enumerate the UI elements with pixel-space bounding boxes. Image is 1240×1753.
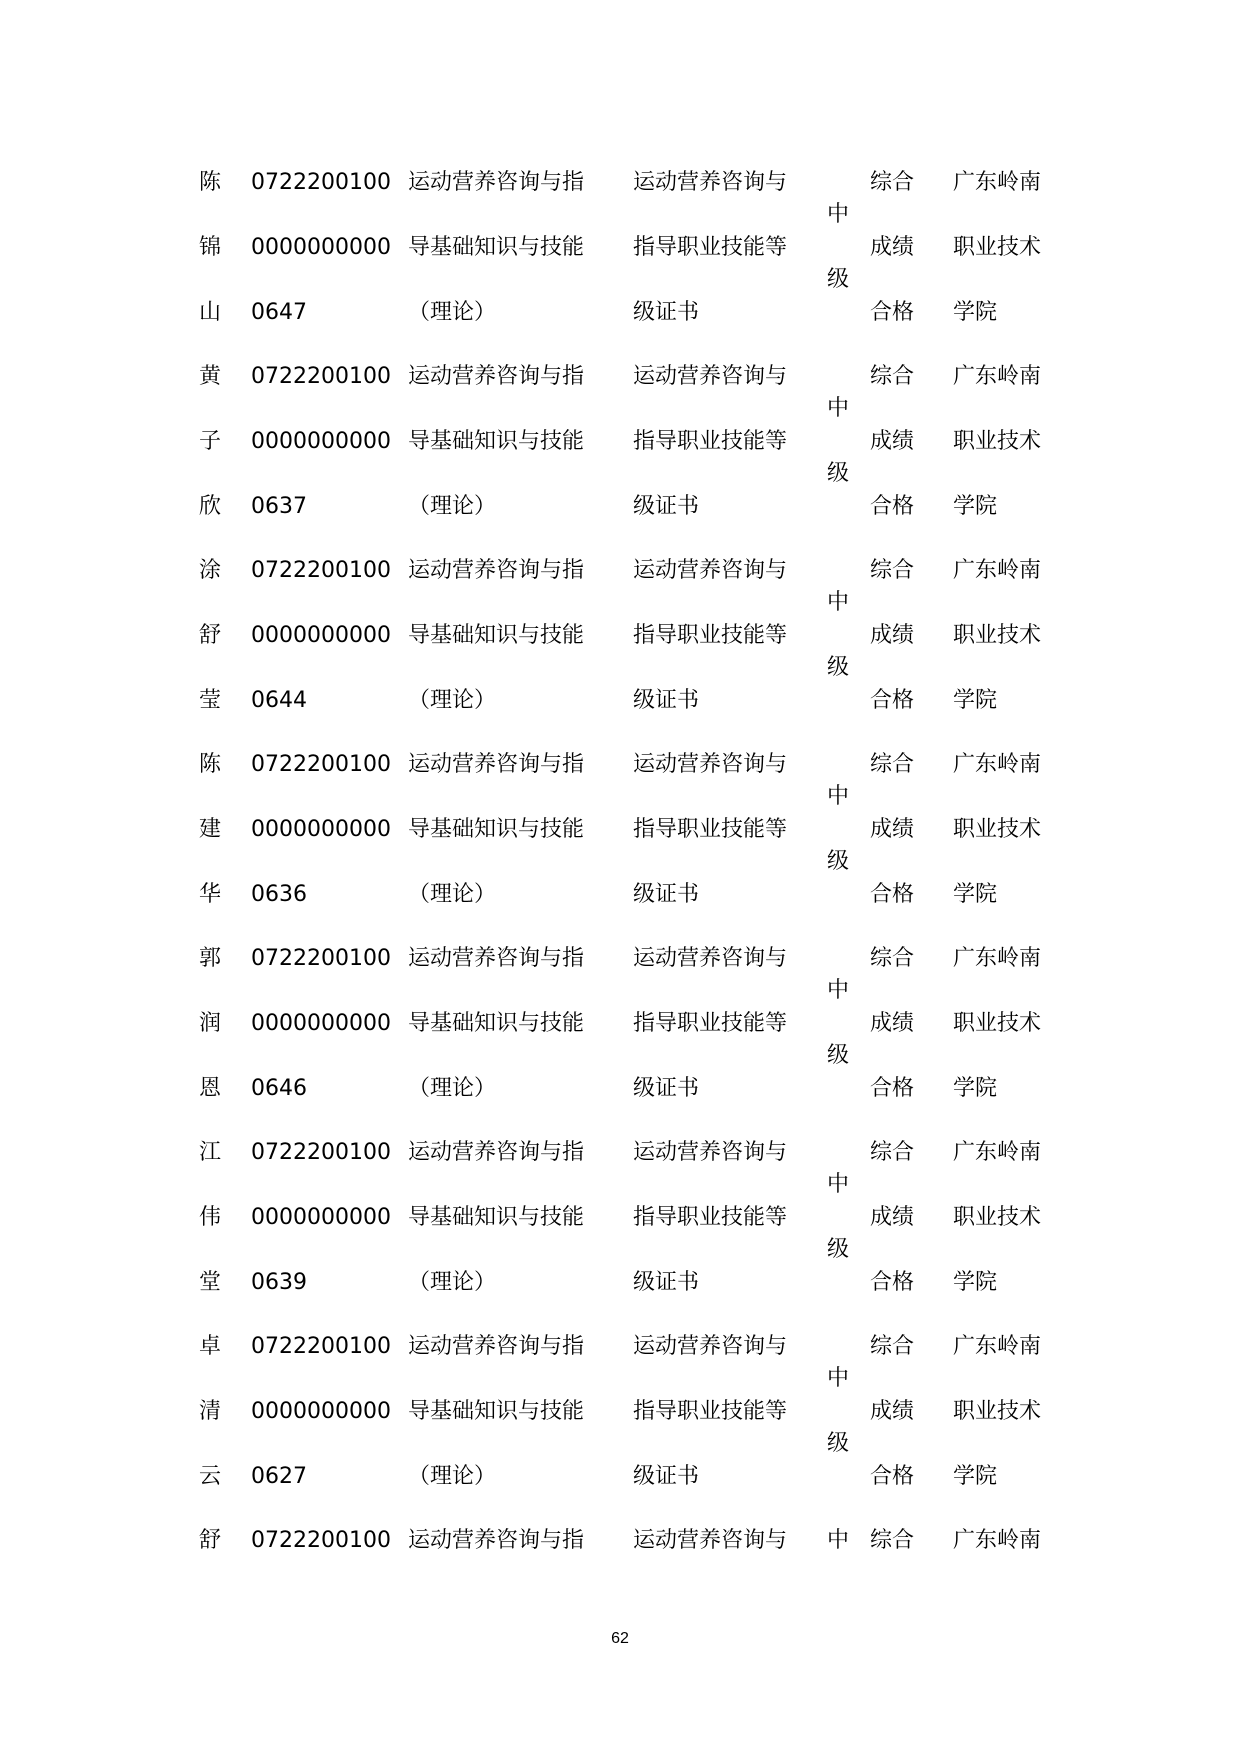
record-level-line: 级 [827,655,850,680]
record-result [870,538,915,713]
record-certificate-line: 指导职业技能等 [633,1011,788,1036]
record-name-line: 郭 [199,946,222,971]
record-code-line: 0722200100 [251,752,391,777]
record-name-line: 舒 [199,1528,222,1553]
record-name-line: 堂 [199,1270,222,1295]
record-name [199,926,222,1101]
table-row [0,926,1240,1121]
record-code-line: 0000000000 [251,1399,391,1424]
record-subject-line: 导基础知识与技能 [408,429,585,454]
record-result-line: 合格 [870,882,915,907]
record-school [953,344,1042,519]
record-certificate-line: 级证书 [633,1076,700,1101]
record-certificate-line: 指导职业技能等 [633,235,788,260]
record-result-line: 成绩 [870,817,915,842]
record-level [827,570,850,680]
record-school [953,926,1042,1101]
record-name-line: 陈 [199,752,222,777]
record-school-line: 职业技术 [953,1011,1042,1036]
record-school-line: 学院 [953,688,998,713]
record-certificate-line: 指导职业技能等 [633,817,788,842]
record-name-line: 黄 [199,364,222,389]
record-subject-line: （理论） [408,1464,497,1489]
record-school-line: 广东岭南 [953,946,1042,971]
record-school-line: 学院 [953,1464,998,1489]
record-result [870,732,915,907]
record-certificate-line: 运动营养咨询与 [633,364,788,389]
record-name-line: 润 [199,1011,222,1036]
record-level-line: 中 [827,1172,850,1197]
record-level-line: 级 [827,461,850,486]
record-code-line: 0627 [251,1464,307,1489]
record-certificate-line: 级证书 [633,1270,700,1295]
record-subject-line: 运动营养咨询与指 [408,1140,585,1165]
record-name-line: 山 [199,300,222,325]
record-level-line: 中 [827,202,850,227]
record-code-line: 0000000000 [251,235,391,260]
record-subject [408,732,585,907]
record-name-line: 陈 [199,170,222,195]
record-school-line: 广东岭南 [953,1334,1042,1359]
record-level-line: 中 [827,396,850,421]
table-row [0,1120,1240,1315]
record-school-line: 职业技术 [953,623,1042,648]
record-certificate-line: 运动营养咨询与 [633,1528,788,1553]
record-name-line: 清 [199,1399,222,1424]
record-level [827,1152,850,1262]
record-certificate-line: 级证书 [633,688,700,713]
record-result-line: 合格 [870,300,915,325]
record-certificate [633,538,788,713]
record-subject [408,150,585,325]
record-code-line: 0637 [251,494,307,519]
record-subject-line: 运动营养咨询与指 [408,364,585,389]
record-code [251,1120,391,1295]
record-level [827,182,850,292]
record-name [199,344,222,519]
record-result-line: 合格 [870,1464,915,1489]
record-name-line: 建 [199,817,222,842]
record-result [870,1120,915,1295]
record-subject-line: 导基础知识与技能 [408,1399,585,1424]
record-school [953,538,1042,713]
record-level [827,1508,849,1573]
record-name [199,732,222,907]
record-certificate [633,1120,788,1295]
record-code-line: 0722200100 [251,364,391,389]
record-code-line: 0644 [251,688,307,713]
record-result-line: 成绩 [870,1205,915,1230]
record-code [251,732,391,907]
record-subject [408,538,585,713]
record-code [251,538,391,713]
record-name-line: 云 [199,1464,222,1489]
record-result-line: 合格 [870,1270,915,1295]
record-name [199,1120,222,1295]
record-code [251,150,391,325]
record-code-line: 0722200100 [251,946,391,971]
record-level-line: 中 [827,978,850,1003]
record-level [827,376,850,486]
record-result-line: 成绩 [870,1399,915,1424]
record-name-line: 子 [199,429,222,454]
record-school-line: 学院 [953,494,998,519]
record-code-line: 0646 [251,1076,307,1101]
record-result-line: 合格 [870,494,915,519]
record-certificate-line: 运动营养咨询与 [633,1140,788,1165]
page-number: 62 [611,1630,629,1647]
record-school-line: 职业技术 [953,1399,1042,1424]
record-certificate-line: 级证书 [633,494,700,519]
record-code [251,926,391,1101]
record-code [251,1314,391,1489]
record-name [199,1508,221,1573]
record-level-line: 级 [827,267,850,292]
record-school [953,1508,1041,1573]
record-level-line: 中 [827,590,850,615]
record-subject [408,926,585,1101]
record-code-line: 0000000000 [251,623,391,648]
record-subject [408,1120,585,1295]
record-name [199,538,222,713]
record-code-line: 0722200100 [251,170,391,195]
record-certificate [633,732,788,907]
record-subject-line: （理论） [408,1076,497,1101]
record-school-line: 广东岭南 [953,752,1042,777]
record-subject-line: 运动营养咨询与指 [408,946,585,971]
record-result-line: 综合 [870,946,915,971]
record-level [827,764,850,874]
table-row [0,1314,1240,1509]
record-name-line: 恩 [199,1076,222,1101]
record-subject-line: （理论） [408,882,497,907]
record-subject [408,1508,584,1573]
record-subject-line: 运动营养咨询与指 [408,558,585,583]
record-school [953,732,1042,907]
record-name-line: 卓 [199,1334,222,1359]
record-result-line: 综合 [870,752,915,777]
record-school-line: 广东岭南 [953,170,1042,195]
record-result-line: 综合 [870,1528,915,1553]
record-result-line: 综合 [870,1140,915,1165]
record-code-line: 0000000000 [251,1205,391,1230]
record-certificate-line: 运动营养咨询与 [633,558,788,583]
record-subject-line: （理论） [408,1270,497,1295]
record-subject-line: 运动营养咨询与指 [408,1334,585,1359]
record-level-line: 级 [827,1237,850,1262]
record-code-line: 0000000000 [251,429,391,454]
record-school-line: 广东岭南 [953,1528,1042,1553]
record-code-line: 0000000000 [251,1011,391,1036]
record-code-line: 0722200100 [251,1528,391,1553]
record-code [251,344,391,519]
record-subject-line: 导基础知识与技能 [408,1205,585,1230]
record-certificate [633,150,788,325]
record-result-line: 成绩 [870,1011,915,1036]
record-certificate-line: 指导职业技能等 [633,1399,788,1424]
record-school-line: 广东岭南 [953,558,1042,583]
record-name-line: 江 [199,1140,222,1165]
table-row [0,1508,1240,1703]
record-level-line: 中 [827,1528,850,1553]
record-name-line: 华 [199,882,222,907]
record-name-line: 舒 [199,623,222,648]
record-level [827,1346,850,1456]
table-row [0,732,1240,927]
record-code-line: 0000000000 [251,817,391,842]
record-name-line: 莹 [199,688,222,713]
record-result-line: 综合 [870,1334,915,1359]
table-row [0,344,1240,539]
record-subject-line: 运动营养咨询与指 [408,170,585,195]
record-code-line: 0722200100 [251,1140,391,1165]
record-school-line: 广东岭南 [953,364,1042,389]
record-certificate-line: 运动营养咨询与 [633,946,788,971]
record-level-line: 级 [827,1431,850,1456]
record-level-line: 中 [827,784,850,809]
record-result-line: 成绩 [870,235,915,260]
record-name-line: 伟 [199,1205,222,1230]
record-level [827,958,850,1068]
record-school-line: 广东岭南 [953,1140,1042,1165]
record-certificate [633,1508,787,1573]
record-result [870,1508,914,1573]
record-subject [408,344,585,519]
record-certificate [633,344,788,519]
record-code-line: 0647 [251,300,307,325]
record-result [870,344,915,519]
record-subject-line: 运动营养咨询与指 [408,752,585,777]
record-result [870,1314,915,1489]
record-certificate-line: 级证书 [633,1464,700,1489]
record-school-line: 学院 [953,882,998,907]
record-subject-line: 导基础知识与技能 [408,623,585,648]
record-subject-line: 导基础知识与技能 [408,235,585,260]
record-school [953,1120,1042,1295]
record-result-line: 综合 [870,558,915,583]
record-school-line: 学院 [953,1076,998,1101]
record-school [953,150,1042,325]
record-certificate-line: 级证书 [633,300,700,325]
record-subject-line: （理论） [408,688,497,713]
record-certificate [633,926,788,1101]
record-subject-line: 导基础知识与技能 [408,817,585,842]
record-subject-line: 运动营养咨询与指 [408,1528,585,1553]
table-row [0,538,1240,733]
record-certificate [633,1314,788,1489]
record-certificate-line: 级证书 [633,882,700,907]
record-code-line: 0722200100 [251,558,391,583]
record-name-line: 涂 [199,558,222,583]
record-school-line: 职业技术 [953,1205,1042,1230]
record-certificate-line: 运动营养咨询与 [633,170,788,195]
record-result [870,926,915,1101]
record-level-line: 级 [827,1043,850,1068]
record-result-line: 成绩 [870,623,915,648]
record-school [953,1314,1042,1489]
record-school-line: 职业技术 [953,817,1042,842]
record-code-line: 0722200100 [251,1334,391,1359]
record-subject [408,1314,585,1489]
record-code [251,1508,391,1573]
record-name [199,1314,222,1489]
table-row [0,150,1240,345]
record-name-line: 锦 [199,235,222,260]
record-code-line: 0636 [251,882,307,907]
record-certificate-line: 运动营养咨询与 [633,1334,788,1359]
record-level-line: 级 [827,849,850,874]
record-result-line: 合格 [870,688,915,713]
record-subject-line: （理论） [408,300,497,325]
record-subject-line: （理论） [408,494,497,519]
record-level-line: 中 [827,1366,850,1391]
record-certificate-line: 指导职业技能等 [633,1205,788,1230]
record-school-line: 职业技术 [953,429,1042,454]
record-school-line: 学院 [953,1270,998,1295]
record-school-line: 学院 [953,300,998,325]
record-result-line: 综合 [870,364,915,389]
record-name [199,150,222,325]
record-certificate-line: 指导职业技能等 [633,623,788,648]
record-certificate-line: 指导职业技能等 [633,429,788,454]
record-code-line: 0639 [251,1270,307,1295]
record-school-line: 职业技术 [953,235,1042,260]
record-subject-line: 导基础知识与技能 [408,1011,585,1036]
record-certificate-line: 运动营养咨询与 [633,752,788,777]
record-result-line: 成绩 [870,429,915,454]
record-result [870,150,915,325]
record-result-line: 综合 [870,170,915,195]
record-result-line: 合格 [870,1076,915,1101]
record-name-line: 欣 [199,494,222,519]
